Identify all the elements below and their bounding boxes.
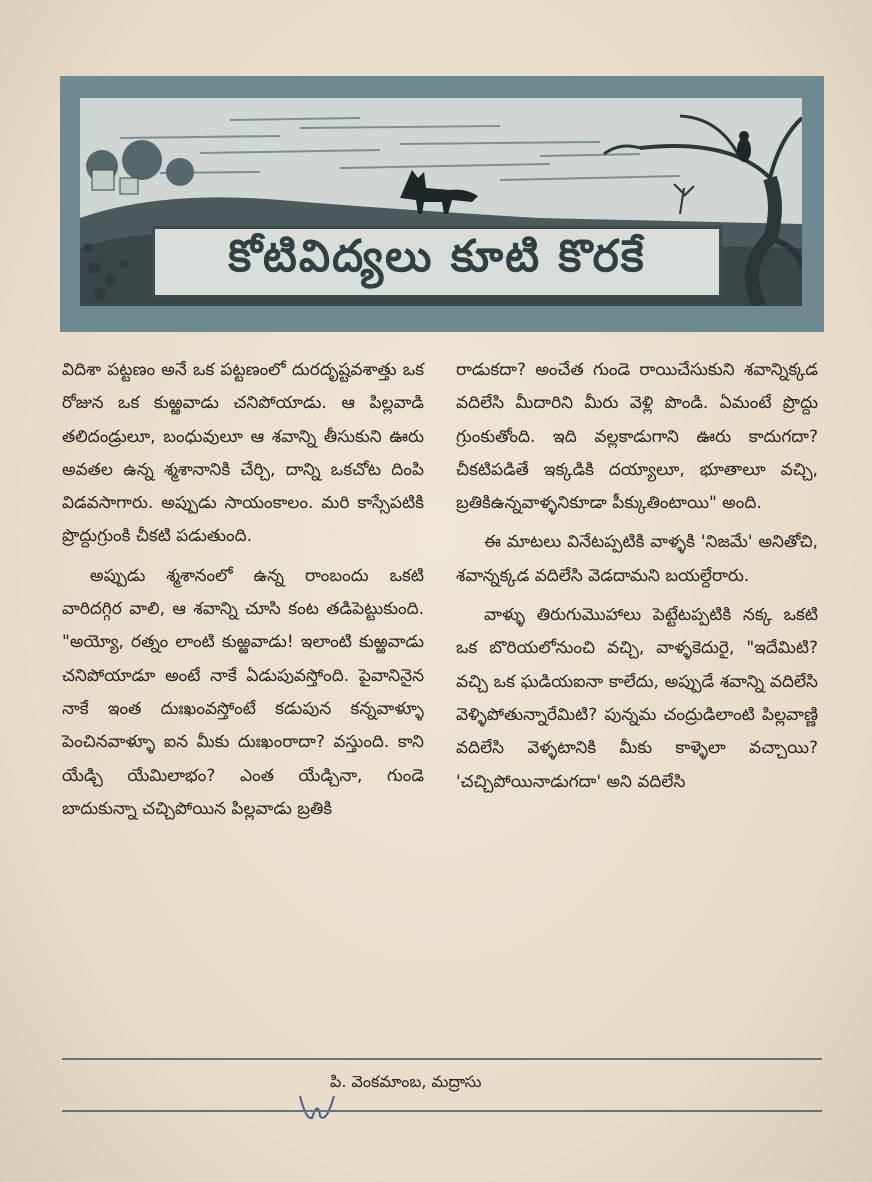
text-column-right	[456, 354, 818, 805]
paragraph: రాడుకదా? అంచేత గుండె రాయిచేసుకుని శవాన్నిక్కడ వదిలేసి మీదారిని మీరు వెళ్లి పొండి. ఏమంటే ప్రొద్దు గ్రుంకుతోంది. ఇది వల్లకాడుగాని ఊరు కాదుగదా? చీకటిపడితే ఇక్కడికి దయ్యాలూ, భూతాలూ వచ్చి, బ్రతికిఉన్నవాళ్ళనికూడా పీక్కుతింటాయి" అంది.	[456, 360, 818, 514]
divider	[62, 1110, 822, 1112]
banner-illustration	[80, 98, 802, 306]
tree-icon	[86, 140, 194, 194]
title-banner	[60, 76, 824, 332]
paragraph: అప్పుడు శ్మశానంలో ఉన్న రాంబందు ఒకటి వారిదగ్గిర వాలి, ఆ శవాన్ని చూసి కంట తడిపెట్టుకుంది. "అయ్యో, రత్నం లాంటి కుఱ్ఱవాడు! ఇలాంటి కుఱ్ఱవాడు చనిపోయాడూ అంటే నాకే ఏడుపువస్తోంది. పైవానినైన నాకే ఇంత దుఃఖంవస్తోంటే కడుపున కన్నవాళ్ళూ పెంచినవాళ్ళూ ఐన మీకు దుఃఖంరాదా? వస్తుంది. కాని యేడ్చి యేమిలాభం? ఎంత యేడ్చినా, గుండె బాదుకున్నా చచ్చిపోయిన పిల్లవాడు బ్రతికి	[62, 565, 424, 819]
fox-icon	[400, 170, 478, 214]
paragraph: వాళ్ళు తిరుగుమొహాలు పెట్టేటప్పటికి నక్క ఒకటి ఒక బొరియలోనుంచి వచ్చి, వాళ్ళకెదురై, "ఇదేమిటి? వచ్చి ఒక ఘడియఐనా కాలేదు, అప్పుడే శవాన్ని వదిలేసి వెళ్ళిపోతున్నారేమిటి? పున్నమ చంద్రుడిలాంటి పిల్లవాణ్ణి వదిలేసి వెళ్ళటానికి మీకు కాళ్ళెలా వచ్చాయి? 'చచ్చిపోయినాడుగదా' అని వదిలేసి	[456, 605, 818, 792]
paragraph: విదిశా పట్టణం అనే ఒక పట్టణంలో దురదృష్టవశాత్తు ఒక రోజున ఒక కుఱ్ఱవాడు చనిపోయాడు. ఆ పిల్లవాడి తలిదండ్రులూ, బంధువులూ ఆ శవాన్ని తీసుకుని ఊరు అవతల ఉన్న శ్మశానానికి చేర్చి, దాన్ని ఒకచోట దింపి విడవసాగారు. అప్పుడు సాయంకాలం. మరి కాస్సేపటికి ప్రొద్దుగ్రుంకి చీకటి పడుతుంది.	[62, 360, 424, 547]
handwritten-mark	[298, 1090, 338, 1126]
page-title: కోటివిద్యలు కూటి కొరకే	[228, 231, 646, 282]
paragraph: ఈ మాటలు వినేటప్పటికి వాళ్ళకి 'నిజమే' అనితోచి, శవాన్నక్కడ వదిలేసి వెడదామని బయల్దేరారు.	[456, 532, 818, 586]
title-box	[152, 226, 722, 298]
text-column-left	[62, 354, 424, 832]
divider	[62, 1058, 822, 1060]
author-credit: పి. వెంకమాంబ, మద్రాసు	[330, 1072, 482, 1091]
bird-icon	[737, 131, 751, 162]
